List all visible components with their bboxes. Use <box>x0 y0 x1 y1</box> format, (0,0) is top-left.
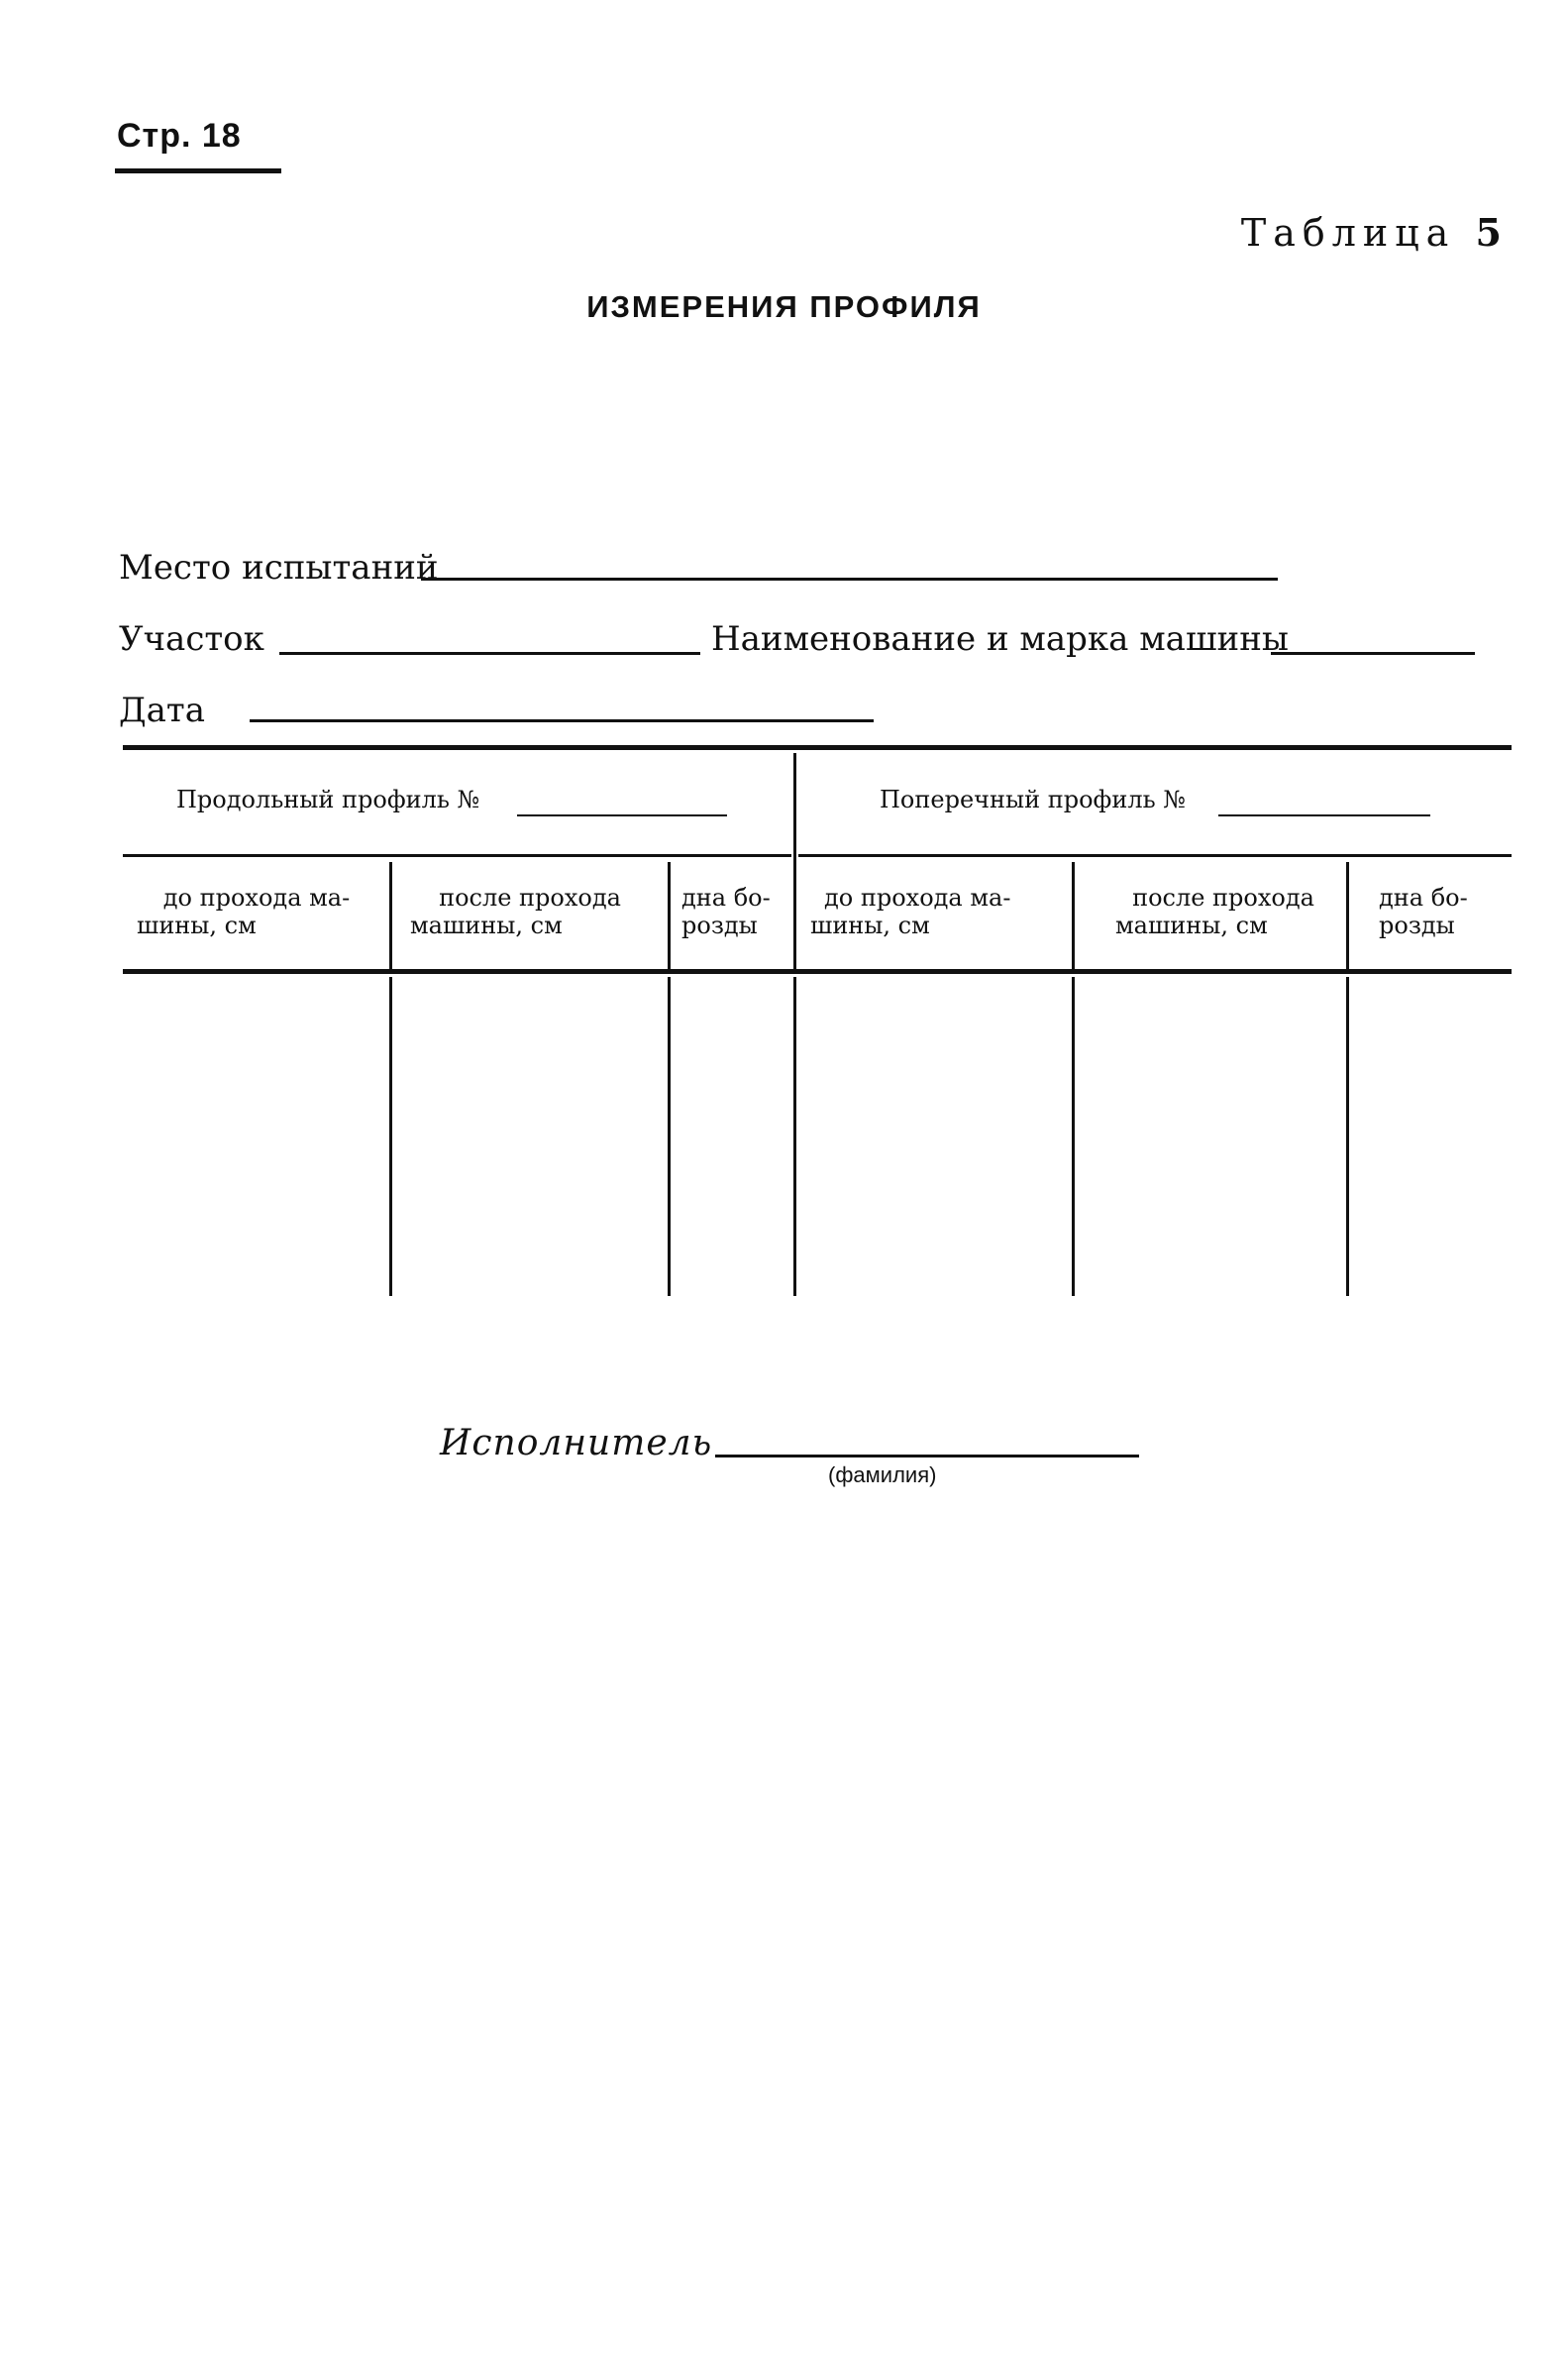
column-header: дна бо- розды <box>681 884 771 939</box>
table-label <box>1241 210 1509 255</box>
group-divider-left <box>123 854 791 857</box>
column-header: дна бо- розды <box>1379 884 1468 939</box>
column-separator <box>389 977 392 1296</box>
plot-field[interactable] <box>279 652 700 655</box>
header-bottom-border <box>123 969 1512 974</box>
test-site-field[interactable] <box>421 578 1278 581</box>
longitudinal-profile-number-field[interactable] <box>517 814 727 816</box>
table-top-border <box>123 745 1512 750</box>
plot-label: Участок <box>119 619 264 659</box>
column-separator <box>1346 862 1349 969</box>
transverse-profile-header: Поперечный профиль № <box>880 786 1186 813</box>
longitudinal-profile-header: Продольный профиль № <box>176 786 480 813</box>
column-separator <box>668 862 671 969</box>
column-header: после прохода машины, см <box>410 884 621 939</box>
column-header: после прохода машины, см <box>1115 884 1314 939</box>
column-separator <box>1072 862 1075 969</box>
machine-field[interactable] <box>1271 652 1475 655</box>
column-separator <box>1346 977 1349 1296</box>
column-header: до прохода ма- шины, см <box>810 884 1011 939</box>
performer-signature-field[interactable] <box>715 1455 1139 1457</box>
surname-caption: (фамилия) <box>828 1462 937 1487</box>
group-divider-right <box>798 854 1512 857</box>
document-title: ИЗМЕРЕНИЯ ПРОФИЛЯ <box>586 289 982 324</box>
column-header: до прохода ма- шины, см <box>137 884 351 939</box>
table-label-word: Таблица <box>1240 211 1456 255</box>
date-label: Дата <box>119 691 205 730</box>
machine-label: Наименование и марка машины <box>711 619 1289 659</box>
transverse-profile-number-field[interactable] <box>1218 814 1430 816</box>
table-number: 5 <box>1475 210 1509 255</box>
performer-label: Исполнитель <box>440 1423 713 1463</box>
column-separator <box>793 977 796 1296</box>
group-separator <box>793 753 796 973</box>
test-site-label: Место испытаний <box>119 548 439 588</box>
column-separator <box>1072 977 1075 1296</box>
date-field[interactable] <box>250 719 874 722</box>
page-number-underline <box>115 168 281 173</box>
column-separator <box>389 862 392 969</box>
column-separator <box>668 977 671 1296</box>
page-number: Стр. 18 <box>117 117 242 155</box>
